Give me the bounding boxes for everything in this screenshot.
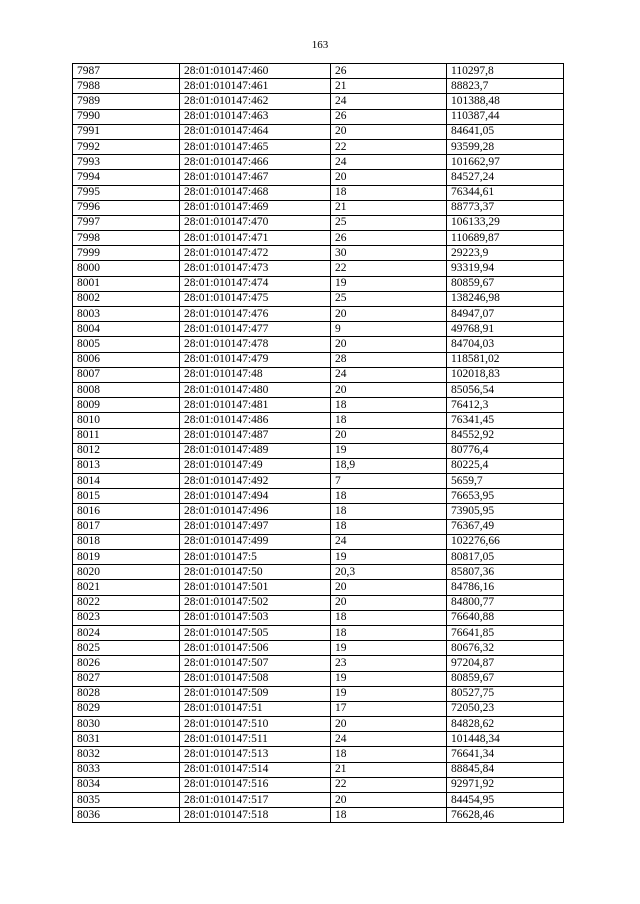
value-cell: 101448,34 — [447, 732, 564, 747]
row-number-cell: 8027 — [73, 671, 180, 686]
value-cell: 84527,24 — [447, 170, 564, 185]
table-row — [73, 352, 564, 367]
area-cell: 24 — [331, 367, 447, 382]
value-cell: 76344,61 — [447, 185, 564, 200]
cadastral-number-cell: 28:01:010147:499 — [180, 534, 331, 549]
area-cell: 19 — [331, 276, 447, 291]
cadastral-number-cell: 28:01:010147:475 — [180, 291, 331, 306]
area-cell: 25 — [331, 291, 447, 306]
table-row — [73, 170, 564, 185]
row-number-cell: 8003 — [73, 307, 180, 322]
row-number-cell: 8035 — [73, 793, 180, 808]
table-row — [73, 762, 564, 777]
table-row — [73, 246, 564, 261]
cadastral-number-cell: 28:01:010147:507 — [180, 656, 331, 671]
cadastral-number-cell: 28:01:010147:514 — [180, 762, 331, 777]
cadastral-number-cell: 28:01:010147:472 — [180, 246, 331, 261]
value-cell: 84947,07 — [447, 307, 564, 322]
table-row — [73, 413, 564, 428]
row-number-cell: 8016 — [73, 504, 180, 519]
table-row — [73, 64, 564, 79]
value-cell: 138246,98 — [447, 291, 564, 306]
table-row — [73, 261, 564, 276]
row-number-cell: 8036 — [73, 808, 180, 823]
row-number-cell: 7992 — [73, 139, 180, 154]
table-row — [73, 398, 564, 413]
row-number-cell: 8030 — [73, 717, 180, 732]
table-row — [73, 808, 564, 823]
table-row — [73, 367, 564, 382]
cadastral-number-cell: 28:01:010147:464 — [180, 124, 331, 139]
value-cell: 84800,77 — [447, 595, 564, 610]
table-row — [73, 428, 564, 443]
row-number-cell: 8017 — [73, 519, 180, 534]
cadastral-number-cell: 28:01:010147:508 — [180, 671, 331, 686]
cadastral-number-cell: 28:01:010147:516 — [180, 777, 331, 792]
row-number-cell: 7991 — [73, 124, 180, 139]
row-number-cell: 8034 — [73, 777, 180, 792]
cadastral-number-cell: 28:01:010147:474 — [180, 276, 331, 291]
table-row — [73, 94, 564, 109]
area-cell: 20 — [331, 793, 447, 808]
cadastral-number-cell: 28:01:010147:469 — [180, 200, 331, 215]
row-number-cell: 7987 — [73, 64, 180, 79]
cadastral-number-cell: 28:01:010147:465 — [180, 139, 331, 154]
cadastral-number-cell: 28:01:010147:492 — [180, 474, 331, 489]
value-cell: 101388,48 — [447, 94, 564, 109]
row-number-cell: 8028 — [73, 686, 180, 701]
row-number-cell: 8032 — [73, 747, 180, 762]
value-cell: 29223,9 — [447, 246, 564, 261]
cadastral-number-cell: 28:01:010147:461 — [180, 79, 331, 94]
cadastral-number-cell: 28:01:010147:478 — [180, 337, 331, 352]
table-row — [73, 443, 564, 458]
value-cell: 85056,54 — [447, 382, 564, 397]
value-cell: 92971,92 — [447, 777, 564, 792]
area-cell: 22 — [331, 777, 447, 792]
table-row — [73, 732, 564, 747]
table-row — [73, 155, 564, 170]
row-number-cell: 8006 — [73, 352, 180, 367]
table-row — [73, 641, 564, 656]
table-row — [73, 489, 564, 504]
cadastral-number-cell: 28:01:010147:506 — [180, 641, 331, 656]
table-row — [73, 747, 564, 762]
value-cell: 80776,4 — [447, 443, 564, 458]
table-row — [73, 625, 564, 640]
table-row — [73, 291, 564, 306]
value-cell: 80817,05 — [447, 550, 564, 565]
area-cell: 19 — [331, 641, 447, 656]
table-row — [73, 565, 564, 580]
cadastral-number-cell: 28:01:010147:48 — [180, 367, 331, 382]
table-row — [73, 276, 564, 291]
table-row — [73, 534, 564, 549]
value-cell: 106133,29 — [447, 215, 564, 230]
value-cell: 97204,87 — [447, 656, 564, 671]
cadastral-number-cell: 28:01:010147:486 — [180, 413, 331, 428]
cadastral-number-cell: 28:01:010147:479 — [180, 352, 331, 367]
area-cell: 20 — [331, 382, 447, 397]
area-cell: 21 — [331, 200, 447, 215]
cadastral-number-cell: 28:01:010147:470 — [180, 215, 331, 230]
value-cell: 76341,45 — [447, 413, 564, 428]
area-cell: 20 — [331, 307, 447, 322]
value-cell: 118581,02 — [447, 352, 564, 367]
area-cell: 26 — [331, 64, 447, 79]
row-number-cell: 8012 — [73, 443, 180, 458]
cadastral-number-cell: 28:01:010147:49 — [180, 458, 331, 473]
table-row — [73, 595, 564, 610]
area-cell: 20 — [331, 124, 447, 139]
row-number-cell: 8023 — [73, 610, 180, 625]
table-row — [73, 777, 564, 792]
row-number-cell: 8015 — [73, 489, 180, 504]
area-cell: 7 — [331, 474, 447, 489]
value-cell: 76412,3 — [447, 398, 564, 413]
value-cell: 110297,8 — [447, 64, 564, 79]
cadastral-number-cell: 28:01:010147:5 — [180, 550, 331, 565]
area-cell: 19 — [331, 686, 447, 701]
table-row — [73, 610, 564, 625]
value-cell: 76367,49 — [447, 519, 564, 534]
cadastral-number-cell: 28:01:010147:480 — [180, 382, 331, 397]
area-cell: 19 — [331, 550, 447, 565]
area-cell: 18 — [331, 747, 447, 762]
row-number-cell: 8014 — [73, 474, 180, 489]
cadastral-number-cell: 28:01:010147:50 — [180, 565, 331, 580]
value-cell: 85807,36 — [447, 565, 564, 580]
row-number-cell: 7995 — [73, 185, 180, 200]
table-row — [73, 686, 564, 701]
area-cell: 20,3 — [331, 565, 447, 580]
value-cell: 110689,87 — [447, 231, 564, 246]
table-row — [73, 322, 564, 337]
table-row — [73, 109, 564, 124]
area-cell: 17 — [331, 701, 447, 716]
table-row — [73, 519, 564, 534]
table-row — [73, 215, 564, 230]
value-cell: 84454,95 — [447, 793, 564, 808]
row-number-cell: 8033 — [73, 762, 180, 777]
value-cell: 84552,92 — [447, 428, 564, 443]
row-number-cell: 8025 — [73, 641, 180, 656]
area-cell: 18 — [331, 808, 447, 823]
table-row — [73, 671, 564, 686]
cadastral-number-cell: 28:01:010147:496 — [180, 504, 331, 519]
row-number-cell: 8013 — [73, 458, 180, 473]
area-cell: 18 — [331, 625, 447, 640]
value-cell: 84786,16 — [447, 580, 564, 595]
row-number-cell: 7989 — [73, 94, 180, 109]
row-number-cell: 7997 — [73, 215, 180, 230]
value-cell: 5659,7 — [447, 474, 564, 489]
value-cell: 80527,75 — [447, 686, 564, 701]
area-cell: 24 — [331, 732, 447, 747]
table-row — [73, 185, 564, 200]
row-number-cell: 8011 — [73, 428, 180, 443]
area-cell: 22 — [331, 139, 447, 154]
cadastral-number-cell: 28:01:010147:487 — [180, 428, 331, 443]
row-number-cell: 7994 — [73, 170, 180, 185]
value-cell: 101662,97 — [447, 155, 564, 170]
cadastral-number-cell: 28:01:010147:460 — [180, 64, 331, 79]
cadastral-number-cell: 28:01:010147:510 — [180, 717, 331, 732]
value-cell: 80676,32 — [447, 641, 564, 656]
row-number-cell: 7990 — [73, 109, 180, 124]
cadastral-number-cell: 28:01:010147:481 — [180, 398, 331, 413]
row-number-cell: 8004 — [73, 322, 180, 337]
area-cell: 20 — [331, 595, 447, 610]
value-cell: 72050,23 — [447, 701, 564, 716]
table-body — [73, 64, 564, 823]
table-row — [73, 458, 564, 473]
cadastral-number-cell: 28:01:010147:489 — [180, 443, 331, 458]
area-cell: 20 — [331, 428, 447, 443]
value-cell: 88845,84 — [447, 762, 564, 777]
table-row — [73, 124, 564, 139]
table-row — [73, 307, 564, 322]
registry-table — [72, 63, 564, 823]
row-number-cell: 8000 — [73, 261, 180, 276]
area-cell: 18 — [331, 489, 447, 504]
area-cell: 21 — [331, 79, 447, 94]
row-number-cell: 8010 — [73, 413, 180, 428]
area-cell: 20 — [331, 170, 447, 185]
cadastral-number-cell: 28:01:010147:473 — [180, 261, 331, 276]
cadastral-number-cell: 28:01:010147:511 — [180, 732, 331, 747]
table-row — [73, 656, 564, 671]
cadastral-number-cell: 28:01:010147:51 — [180, 701, 331, 716]
cadastral-number-cell: 28:01:010147:468 — [180, 185, 331, 200]
table-row — [73, 504, 564, 519]
area-cell: 18 — [331, 185, 447, 200]
table-row — [73, 550, 564, 565]
row-number-cell: 7993 — [73, 155, 180, 170]
cadastral-number-cell: 28:01:010147:467 — [180, 170, 331, 185]
table-row — [73, 717, 564, 732]
row-number-cell: 8029 — [73, 701, 180, 716]
area-cell: 18 — [331, 398, 447, 413]
cadastral-number-cell: 28:01:010147:505 — [180, 625, 331, 640]
area-cell: 9 — [331, 322, 447, 337]
value-cell: 93599,28 — [447, 139, 564, 154]
page-number: 163 — [311, 39, 329, 51]
cadastral-number-cell: 28:01:010147:517 — [180, 793, 331, 808]
row-number-cell: 8021 — [73, 580, 180, 595]
area-cell: 18 — [331, 610, 447, 625]
value-cell: 88773,37 — [447, 200, 564, 215]
area-cell: 20 — [331, 580, 447, 595]
cadastral-number-cell: 28:01:010147:501 — [180, 580, 331, 595]
table-row — [73, 474, 564, 489]
cadastral-number-cell: 28:01:010147:518 — [180, 808, 331, 823]
row-number-cell: 7998 — [73, 231, 180, 246]
cadastral-number-cell: 28:01:010147:463 — [180, 109, 331, 124]
area-cell: 18 — [331, 413, 447, 428]
area-cell: 24 — [331, 534, 447, 549]
row-number-cell: 7996 — [73, 200, 180, 215]
value-cell: 102018,83 — [447, 367, 564, 382]
cadastral-number-cell: 28:01:010147:476 — [180, 307, 331, 322]
cadastral-number-cell: 28:01:010147:494 — [180, 489, 331, 504]
area-cell: 26 — [331, 231, 447, 246]
area-cell: 19 — [331, 443, 447, 458]
row-number-cell: 8008 — [73, 382, 180, 397]
cadastral-number-cell: 28:01:010147:471 — [180, 231, 331, 246]
row-number-cell: 8026 — [73, 656, 180, 671]
cadastral-number-cell: 28:01:010147:466 — [180, 155, 331, 170]
area-cell: 26 — [331, 109, 447, 124]
cadastral-number-cell: 28:01:010147:513 — [180, 747, 331, 762]
value-cell: 84828,62 — [447, 717, 564, 732]
value-cell: 76628,46 — [447, 808, 564, 823]
value-cell: 80859,67 — [447, 276, 564, 291]
value-cell: 80225,4 — [447, 458, 564, 473]
row-number-cell: 8002 — [73, 291, 180, 306]
area-cell: 18 — [331, 519, 447, 534]
table-row — [73, 382, 564, 397]
row-number-cell: 8007 — [73, 367, 180, 382]
area-cell: 24 — [331, 94, 447, 109]
area-cell: 22 — [331, 261, 447, 276]
cadastral-number-cell: 28:01:010147:503 — [180, 610, 331, 625]
row-number-cell: 8019 — [73, 550, 180, 565]
value-cell: 110387,44 — [447, 109, 564, 124]
area-cell: 18,9 — [331, 458, 447, 473]
row-number-cell: 7988 — [73, 79, 180, 94]
value-cell: 80859,67 — [447, 671, 564, 686]
value-cell: 76641,85 — [447, 625, 564, 640]
table-row — [73, 580, 564, 595]
table-row — [73, 337, 564, 352]
area-cell: 21 — [331, 762, 447, 777]
area-cell: 24 — [331, 155, 447, 170]
cadastral-number-cell: 28:01:010147:497 — [180, 519, 331, 534]
table-row — [73, 701, 564, 716]
value-cell: 73905,95 — [447, 504, 564, 519]
area-cell: 20 — [331, 717, 447, 732]
table-row — [73, 200, 564, 215]
area-cell: 18 — [331, 504, 447, 519]
row-number-cell: 8009 — [73, 398, 180, 413]
value-cell: 76653,95 — [447, 489, 564, 504]
table-row — [73, 231, 564, 246]
row-number-cell: 7999 — [73, 246, 180, 261]
value-cell: 102276,66 — [447, 534, 564, 549]
table-row — [73, 139, 564, 154]
value-cell: 93319,94 — [447, 261, 564, 276]
row-number-cell: 8022 — [73, 595, 180, 610]
value-cell: 88823,7 — [447, 79, 564, 94]
cadastral-number-cell: 28:01:010147:502 — [180, 595, 331, 610]
area-cell: 30 — [331, 246, 447, 261]
area-cell: 25 — [331, 215, 447, 230]
table-row — [73, 793, 564, 808]
row-number-cell: 8031 — [73, 732, 180, 747]
row-number-cell: 8001 — [73, 276, 180, 291]
cadastral-number-cell: 28:01:010147:462 — [180, 94, 331, 109]
value-cell: 49768,91 — [447, 322, 564, 337]
value-cell: 84704,03 — [447, 337, 564, 352]
area-cell: 28 — [331, 352, 447, 367]
row-number-cell: 8018 — [73, 534, 180, 549]
row-number-cell: 8020 — [73, 565, 180, 580]
row-number-cell: 8005 — [73, 337, 180, 352]
value-cell: 76640,88 — [447, 610, 564, 625]
row-number-cell: 8024 — [73, 625, 180, 640]
value-cell: 76641,34 — [447, 747, 564, 762]
area-cell: 20 — [331, 337, 447, 352]
value-cell: 84641,05 — [447, 124, 564, 139]
area-cell: 19 — [331, 671, 447, 686]
cadastral-number-cell: 28:01:010147:477 — [180, 322, 331, 337]
cadastral-number-cell: 28:01:010147:509 — [180, 686, 331, 701]
table-row — [73, 79, 564, 94]
area-cell: 23 — [331, 656, 447, 671]
